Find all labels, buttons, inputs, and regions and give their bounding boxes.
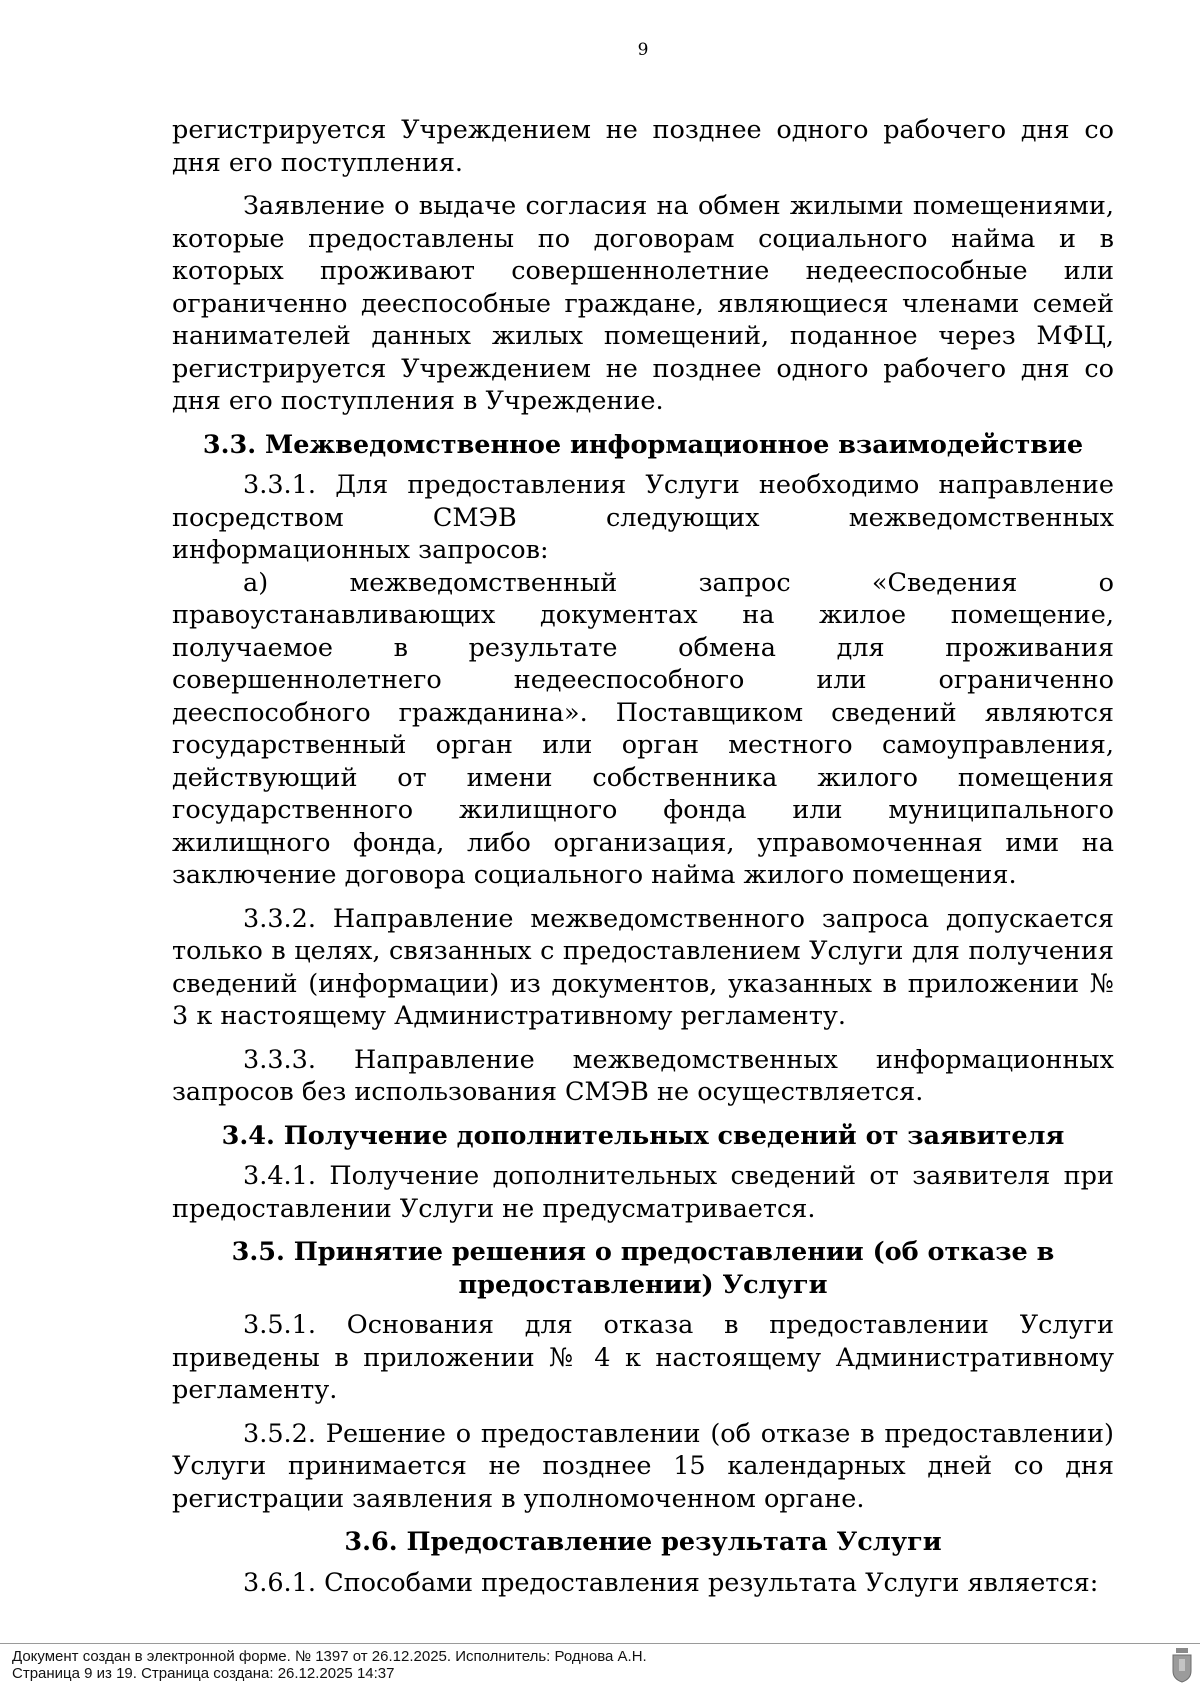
section-heading-3-6: 3.6. Предоставление результата Услуги (344, 1527, 942, 1557)
document-body (172, 114, 1114, 1610)
paragraph-mfc-application: Заявление о выдаче согласия на обмен жилыми помещениями, которые предоставлены по договорам социального найма и в которых проживают совершеннолетние недееспособные или ограниченно дееспособные граждане, являющиеся членами семей нанимателей данных жилых помещений, поданное через МФЦ, регистрируется Учреждением не позднее одного рабочего дня со дня его поступления в Учреждение. (172, 191, 1114, 416)
paragraph-3-3-3: 3.3.3. Направление межведомственных информационных запросов без использования СМЭВ не осуществляется. (172, 1044, 1114, 1107)
paragraph-3-4-1: 3.4.1. Получение дополнительных сведений от заявителя при предоставлении Услуги не предусматривается. (172, 1161, 1114, 1224)
footer (12, 1648, 647, 1682)
paragraph-3-5-1: 3.5.1. Основания для отказа в предоставлении Услуги приведены в приложении № 4 к настоящему Административному регламенту. (172, 1310, 1114, 1405)
paragraph-3-3-1: 3.3.1. Для предоставления Услуги необходимо направление посредством СМЭВ следующих межведомственных информационных запросов: (172, 470, 1114, 565)
footer-line-document: Документ создан в электронной форме. № 1397 от 26.12.2025. Исполнитель: Роднова А.Н. (12, 1648, 647, 1665)
paragraph-3-5-2: 3.5.2. Решение о предоставлении (об отказе в предоставлении) Услуги принимается не позднее 15 календарных дней со дня регистрации заявления в уполномоченном органе. (172, 1418, 1114, 1514)
section-heading-3-5: 3.5. Принятие решения о предоставлении (об отказе в предоставлении) Услуги (231, 1237, 1055, 1300)
paragraph-3-6-1: 3.6.1. Способами предоставления результата Услуги является: (243, 1567, 1099, 1598)
paragraph-3-3-2: 3.3.2. Направление межведомственного запроса допускается только в целях, связанных с предоставлением Услуги для получения сведений (информации) из документов, указанных в приложении № 3 к настоящему Административному регламенту. (172, 903, 1114, 1031)
page-number: 9 (637, 40, 649, 60)
paragraph-3-3-1-a: а) межведомственный запрос «Сведения о правоустанавливающих документах на жилое помещение, получаемое в результате обмена для проживания совершеннолетнего недееспособного или ограниченно дееспособного гражданина». Поставщиком сведений являются государственный орган или орган местного самоуправления, действующий от имени собственника жилого помещения государственного жилищного фонда или муниципального жилищного фонда, либо организация, управомоченная ими на заключение договора социального найма жилого помещения. (172, 567, 1114, 890)
section-heading-3-4: 3.4. Получение дополнительных сведений от заявителя (221, 1120, 1065, 1151)
section-heading-3-3: 3.3. Межведомственное информационное взаимодействие (202, 429, 1084, 460)
footer-divider (0, 1643, 1200, 1644)
coat-of-arms-icon (1171, 1647, 1193, 1683)
paragraph-continuation: регистрируется Учреждением не позднее одного рабочего дня со дня его поступления. (172, 115, 1114, 178)
footer-line-page: Страница 9 из 19. Страница создана: 26.12.2025 14:37 (12, 1665, 395, 1682)
